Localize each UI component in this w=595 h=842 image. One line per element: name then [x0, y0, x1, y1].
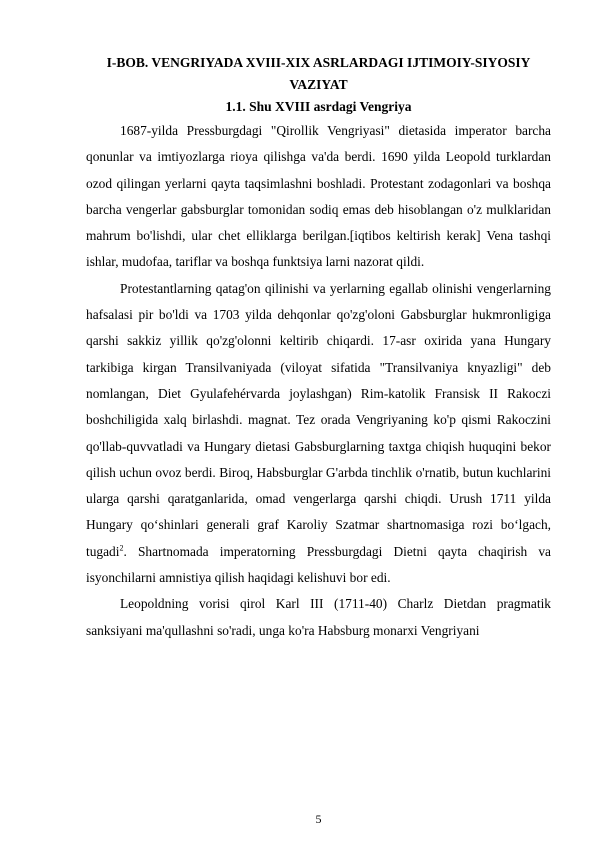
chapter-title: I-BOB. VENGRIYADA XVIII-XIX ASRLARDAGI IJTIMOIY-SIYOSIY VAZIYAT	[106, 55, 531, 92]
paragraph-2	[86, 276, 551, 592]
paragraph-1-text: 1687-yilda Pressburgdagi "Qirollik Vengriyasi" dietasida imperator barcha qonunlar va imtiyozlarga rioya qilishga va'da berdi. 1690 yilda Leopold turklardan ozod qilingan yerlarni qayta taqsimlashni boshladi. Protestant zodagonlari va boshqa barcha vengerlar gabsburglar tomonidan sodiq emas deb hisoblangan o'z mulklaridan mahrum bo'lishdi, ular chet elliklarga berilgan.[iqtibos keltirish kerak] Vena tashqi ishlar, mudofaa, tariflar va boshqa funktsiya larni nazorat qildi.	[86, 123, 551, 270]
paragraph-3	[86, 591, 551, 644]
paragraph-1	[86, 118, 551, 276]
paragraph-2-text: Protestantlarning qatag'on qilinishi va yerlarning egallab olinishi vengerlarning hafsalasi pir bo'ldi va 1703 yilda dehqonlar qo'zg'oloni Gabsburglar hukmronligiga qarshi sakkiz yillik qo'zg'olonni keltirib chiqardi. 17-asr oxirida yana Hungary tarkibiga kirgan Transilvaniyada (viloyat sifatida "Transilvaniya knyazligi" deb nomlangan, Diet Gyulafehérvarda joylashgan) Rim-katolik Fransisk II Rakoczi boshchiligida xalq birlashdi. magnat. Tez orada Vengriyaning ko'p qismi Rakoczini qo'llab-quvvatladi va Hungary dietasi Gabsburglarning taxtga chiqish huquqini bekor qilish uchun ovoz berdi. Biroq, Habsburglar G'arbda tinchlik o'rnatib, butun kuchlarini ularga qarshi qaratganlarida, omad vengerlarga qarshi chiqdi. Urush 1711 yilda Hungary qo‘shinlari generali graf Karoliy Szatmar shartnomasiga rozi bo‘lgach, tugadi	[86, 280, 551, 559]
footnote-reference[interactable]: 2	[119, 543, 124, 553]
section-title: 1.1. Shu XVIII asrdagi Vengriya	[225, 99, 412, 114]
paragraph-3-text: Leopoldning vorisi qirol Karl III (1711-40) Charlz Dietdan pragmatik sanksiyani ma'qullashni so'radi, unga ko'ra Habsburg monarxi Vengriyani	[86, 596, 551, 638]
document-page	[86, 52, 551, 644]
page-number: 5	[315, 812, 322, 826]
paragraph-2-text-after: . Shartnomada imperatorning Pressburgdagi Dietni qayta chaqirish va isyonchilarni amnistiya qilish haqidagi kelishuvi bor edi.	[86, 543, 551, 586]
